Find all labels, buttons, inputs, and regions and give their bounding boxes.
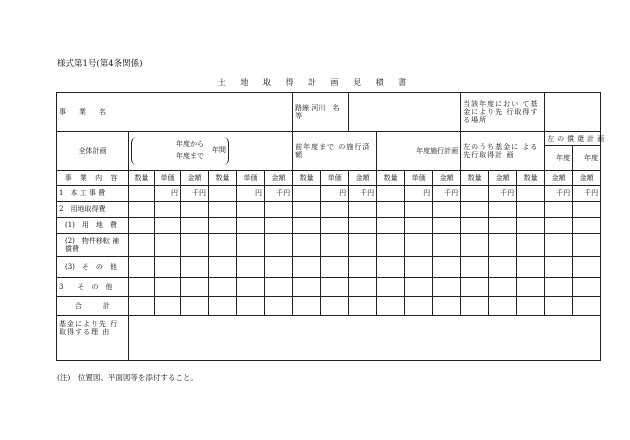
col-price: 単価: [321, 171, 349, 186]
footnote: (注) 位置図、平面図等を添付すること。: [57, 373, 198, 382]
route-river-label: 路線 河川 名 等: [293, 93, 349, 132]
repayment-year-2: 年度: [573, 146, 601, 171]
col-amount: 金額: [433, 171, 461, 186]
location-value: [545, 93, 601, 132]
table-row: (2) 物件移転 補償費: [57, 234, 601, 257]
reason-label: 基金により先 行取得する理 由: [57, 316, 129, 361]
col-amount: 金額: [573, 171, 601, 186]
reason-value: [129, 316, 601, 361]
document-title: 土 地 取 得 計 画 見 積 書: [217, 78, 413, 87]
col-amount: 金額: [181, 171, 209, 186]
estimate-table: [56, 92, 608, 361]
route-river-value: [349, 93, 461, 132]
table-row: 1 本 工 事 費 円 千円 円 千円 円 千円 円 千円 千円 千円 千円: [57, 186, 601, 202]
col-price: 単価: [237, 171, 265, 186]
repayment-year-1: 年度: [545, 146, 573, 171]
overall-plan-label: 全体計画: [57, 132, 129, 171]
table-row: (3) そ の 他: [57, 257, 601, 278]
year-to: 年度まで: [176, 152, 204, 160]
table-row: (1) 用 地 費: [57, 218, 601, 234]
form-number: 様式第1号(第4条関係): [57, 59, 143, 69]
col-qty: 数量: [461, 171, 489, 186]
advance-acquisition-label: 左のうち基金に よる先行取得計 画: [461, 132, 545, 171]
col-qty: 数量: [209, 171, 237, 186]
year-from: 年度から: [176, 140, 204, 148]
project-name-label: 事 業 名: [57, 93, 293, 132]
repayment-plan-label: 左の償還計画: [545, 132, 601, 146]
table-row: 2 用地取得費: [57, 202, 601, 218]
col-qty: 数量: [129, 171, 155, 186]
location-label: 当該年度におい て基金により先 行取得する場所: [461, 93, 545, 132]
table-row-total: 合 計: [57, 297, 601, 316]
current-year-plan-label: 年度施行計画: [377, 132, 461, 171]
years: 年間: [212, 146, 226, 154]
col-price: 単価: [405, 171, 433, 186]
col-qty: 数量: [293, 171, 321, 186]
prior-years-label: 前年度まで の施行済額: [293, 132, 377, 171]
col-amount: 金額: [349, 171, 377, 186]
col-amount: 金額: [545, 171, 573, 186]
col-qty: 数量: [377, 171, 405, 186]
col-amount: 金額: [265, 171, 293, 186]
col-price: 単価: [155, 171, 181, 186]
overall-plan-period: [129, 132, 293, 171]
col-item: 事 業 内 容: [57, 171, 129, 186]
table-row: 3 そ の 他: [57, 278, 601, 297]
col-amount: 金額: [489, 171, 517, 186]
period-bracket: [131, 137, 229, 165]
col-qty: 数量: [517, 171, 545, 186]
